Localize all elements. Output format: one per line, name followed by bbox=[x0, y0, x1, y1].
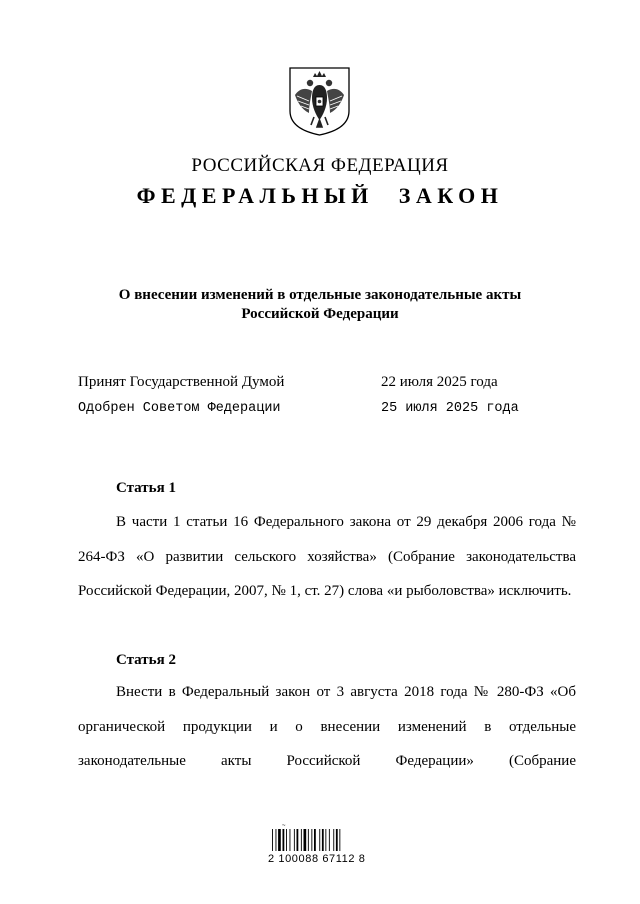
adoption-duma bbox=[78, 374, 498, 391]
country-name: РОССИЙСКАЯ ФЕДЕРАЦИЯ bbox=[191, 155, 449, 176]
document-type: ФЕДЕРАЛЬНЫЙ ЗАКОН bbox=[136, 183, 504, 208]
coat-of-arms-icon bbox=[287, 65, 352, 137]
adoption-duma-date: 22 июля 2025 года bbox=[381, 374, 498, 390]
law-subject-line-2: Российской Федерации bbox=[241, 306, 399, 322]
adoption-council bbox=[78, 401, 519, 416]
adoption-council-date: 25 июля 2025 года bbox=[381, 401, 519, 416]
barcode-number: 2 100088 67112 8 bbox=[268, 853, 366, 865]
law-subject bbox=[60, 286, 580, 324]
svg-text:~: ~ bbox=[282, 823, 286, 829]
adoption-duma-label: Принят Государственной Думой bbox=[78, 374, 285, 390]
article-2-title: Статья 2 bbox=[116, 652, 176, 668]
article-2-text: Внести в Федеральный закон от 3 августа 2018 года № 280-ФЗ «Об органической продукции и о внесении изменений в отдельные законодательные акты Российской Федерации» (Собрание bbox=[78, 684, 576, 770]
adoption-council-label: Одобрен Советом Федерации bbox=[78, 401, 281, 416]
article-1-text: В части 1 статьи 16 Федерального закона от 29 декабря 2006 года № 264-ФЗ «О развитии сельского хозяйства» (Собрание законодательства Российской Федерации, 2007, № 1, ст. 27) слова «и рыболовства» исключить. bbox=[78, 514, 576, 600]
law-subject-line-1: О внесении изменений в отдельные законодательные акты bbox=[118, 287, 522, 303]
article-1-title: Статья 1 bbox=[116, 480, 176, 496]
